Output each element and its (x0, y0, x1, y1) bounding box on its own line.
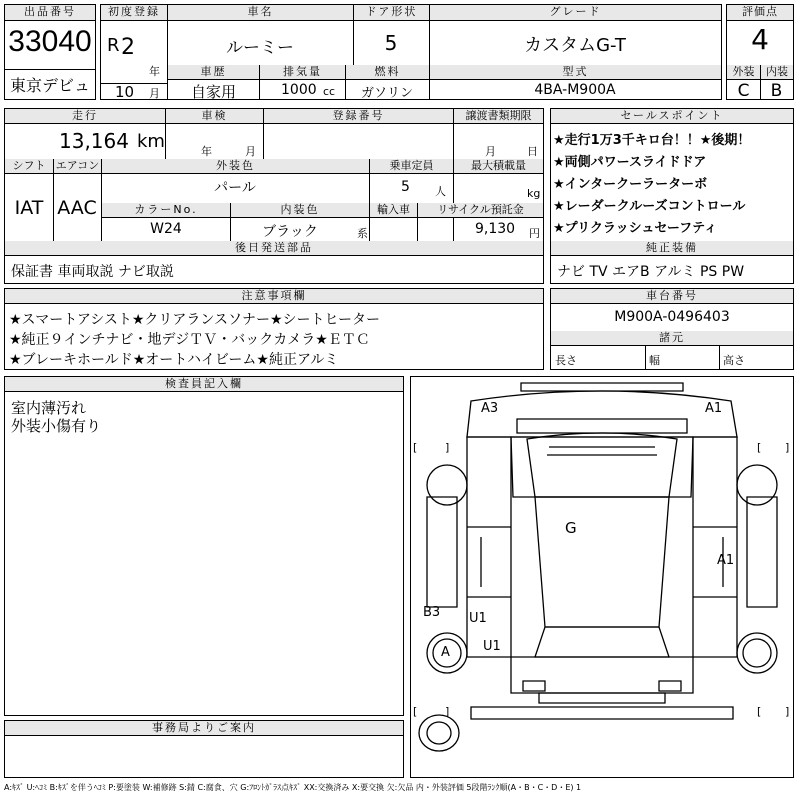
history-label: 車歴 (168, 65, 259, 80)
lot-label: 出品番号 (5, 5, 95, 21)
inspector-line-1: 室内薄汚れ (11, 399, 87, 417)
mileage: 13,164 (59, 129, 129, 153)
inspection-label: 車検 (165, 109, 263, 124)
shift-label: シフト (5, 159, 53, 174)
month-unit: 月 (149, 87, 160, 100)
later-parts: 保証書 車両取説 ナビ取説 (11, 264, 174, 280)
model-label: 型式 (429, 65, 721, 80)
legend: A:ｷｽﾞ U:ﾍｺﾐ B:ｷｽﾞを伴うﾍｺﾐ P:要塗装 W:補修跡 S:錆 C:腐食、穴 G:ﾌﾛﾝﾄｶﾞﾗｽ点ｷｽﾞ XX:交換済み X:要交換 欠:欠品 内・外装評価 5段階ﾗﾝｸ順(A・B・C・D・E) 1 (4, 783, 582, 792)
mark-b3: B3 (423, 605, 441, 620)
genuine-label: 純正装備 (551, 241, 793, 256)
chassis-label: 車台番号 (551, 289, 793, 304)
length-label: 長さ (555, 354, 577, 367)
recycle: 9,130 (475, 221, 516, 237)
mark-g: G (565, 519, 577, 537)
later-parts-label: 後日発送部品 (5, 241, 543, 256)
door-label: ドア形状 (353, 5, 429, 21)
fuel: ガソリン (360, 86, 413, 101)
inspector-box (4, 376, 404, 716)
score-box (726, 4, 794, 100)
notes-label: 注意事項欄 (5, 289, 543, 304)
color-no-label: カラーNo. (102, 203, 230, 218)
first-reg-label: 初度登録 (101, 5, 167, 21)
mark-a: A (441, 645, 450, 660)
capacity-label: 乗車定員 (369, 159, 453, 174)
svg-text:[: [ (757, 705, 762, 718)
sales-points-box (550, 108, 794, 284)
score-label: 評価点 (727, 5, 793, 21)
grade-label: グレード (429, 5, 721, 21)
mark-u1-b: U1 (483, 639, 501, 654)
car-name-label: 車名 (167, 5, 353, 21)
mark-a3: A3 (481, 401, 499, 416)
recycle-unit: 円 (529, 227, 540, 240)
max-load-unit: kg (527, 187, 541, 200)
grade: カスタムG-T (524, 35, 626, 56)
lot-box (4, 4, 96, 100)
chassis-box (550, 288, 794, 370)
exterior-score-label: 外装 (727, 65, 760, 80)
inspection-month-unit: 月 (245, 145, 256, 158)
car-diagram (411, 377, 793, 777)
import-label: 輸入車 (369, 203, 417, 218)
notes-line-3: ★ブレーキホールド★オートハイビーム★純正アルミ (9, 352, 339, 368)
int-color: ブラック (262, 224, 318, 240)
height-label: 高さ (723, 354, 745, 367)
sales-point-4: ★レーダークルーズコントロール (553, 199, 746, 214)
notes-box (4, 288, 544, 370)
mileage-label: 走行 (5, 109, 165, 124)
displacement-label: 排気量 (259, 65, 345, 80)
transfer-month-unit: 月 (485, 145, 496, 158)
recycle-label: リサイクル預託金 (417, 203, 543, 218)
office-box (4, 720, 404, 778)
capacity: 5 (401, 179, 410, 195)
interior-score: B (770, 81, 783, 101)
fuel-label: 燃料 (345, 65, 429, 80)
reg-month: 10 (115, 83, 135, 101)
svg-text:]: ] (445, 705, 450, 718)
svg-text:]: ] (785, 441, 790, 454)
venue-name: 東京デビュ (9, 76, 90, 95)
svg-text:]: ] (445, 441, 450, 454)
notes-line-2: ★純正９インチナビ・地デジＴＶ・バックカメラ★ＥＴＣ (9, 332, 370, 348)
plate-label: 登録番号 (263, 109, 453, 124)
max-load-label: 最大積載量 (453, 159, 543, 174)
office-label: 事務局よりご案内 (5, 721, 403, 736)
interior-score-label: 内装 (760, 65, 793, 80)
capacity-unit: 人 (435, 185, 446, 198)
ac-label: エアコン (53, 159, 101, 174)
genuine-equipment: ナビ TV エアB アルミ PS PW (557, 264, 745, 280)
ext-color: パール (214, 180, 256, 196)
sales-point-5: ★プリクラッシュセーフティ (553, 221, 718, 236)
displacement: 1000 (281, 82, 317, 98)
history: 自家用 (190, 83, 236, 101)
svg-text:[: [ (413, 441, 418, 454)
svg-text:[: [ (757, 441, 762, 454)
model: 4BA-M900A (534, 82, 616, 98)
inspector-line-2: 外装小傷有り (11, 417, 102, 435)
car-diagram-box (410, 376, 794, 778)
reg-year: 2 (121, 35, 135, 60)
transfer-day-unit: 日 (527, 145, 538, 158)
chassis-number: M900A-0496403 (614, 309, 730, 325)
year-unit: 年 (149, 65, 160, 78)
mark-u1-a: U1 (469, 611, 487, 626)
mileage-unit: km (137, 131, 165, 152)
sales-points-label: セールスポイント (551, 109, 793, 124)
sales-point-2: ★両側パワースライドドア (553, 155, 707, 170)
svg-text:]: ] (785, 705, 790, 718)
era: R (107, 35, 120, 56)
score: 4 (751, 23, 769, 56)
sales-point-1: ★走行1万3千キロ台！！★後期！ (553, 133, 751, 148)
specs-label: 諸元 (551, 331, 793, 346)
color-no: W24 (150, 221, 182, 237)
car-name: ルーミー (226, 38, 294, 58)
lot-number: 33040 (8, 25, 92, 58)
door-count: 5 (384, 31, 398, 55)
inspector-label: 検査員記入欄 (5, 377, 403, 392)
displacement-unit: cc (323, 85, 336, 98)
width-label: 幅 (649, 354, 660, 367)
transfer-label: 譲渡書類期限 (453, 109, 543, 124)
int-color-label: 内装色 (230, 203, 369, 218)
sales-point-3: ★インタークーラーターボ (553, 177, 708, 192)
ext-color-label: 外装色 (101, 159, 369, 174)
exterior-score: C (737, 81, 750, 101)
mark-a1-top: A1 (705, 401, 723, 416)
svg-text:[: [ (413, 705, 418, 718)
vehicle-info-box (100, 4, 722, 100)
ac: AAC (57, 197, 97, 219)
notes-line-1: ★スマートアシスト★クリアランスソナー★シートヒーター (9, 312, 380, 328)
int-color-suffix: 系 (357, 227, 368, 240)
mark-a1-right: A1 (717, 553, 735, 568)
shift: IAT (14, 197, 44, 219)
inspection-year-unit: 年 (201, 145, 212, 158)
details-box (4, 108, 544, 284)
